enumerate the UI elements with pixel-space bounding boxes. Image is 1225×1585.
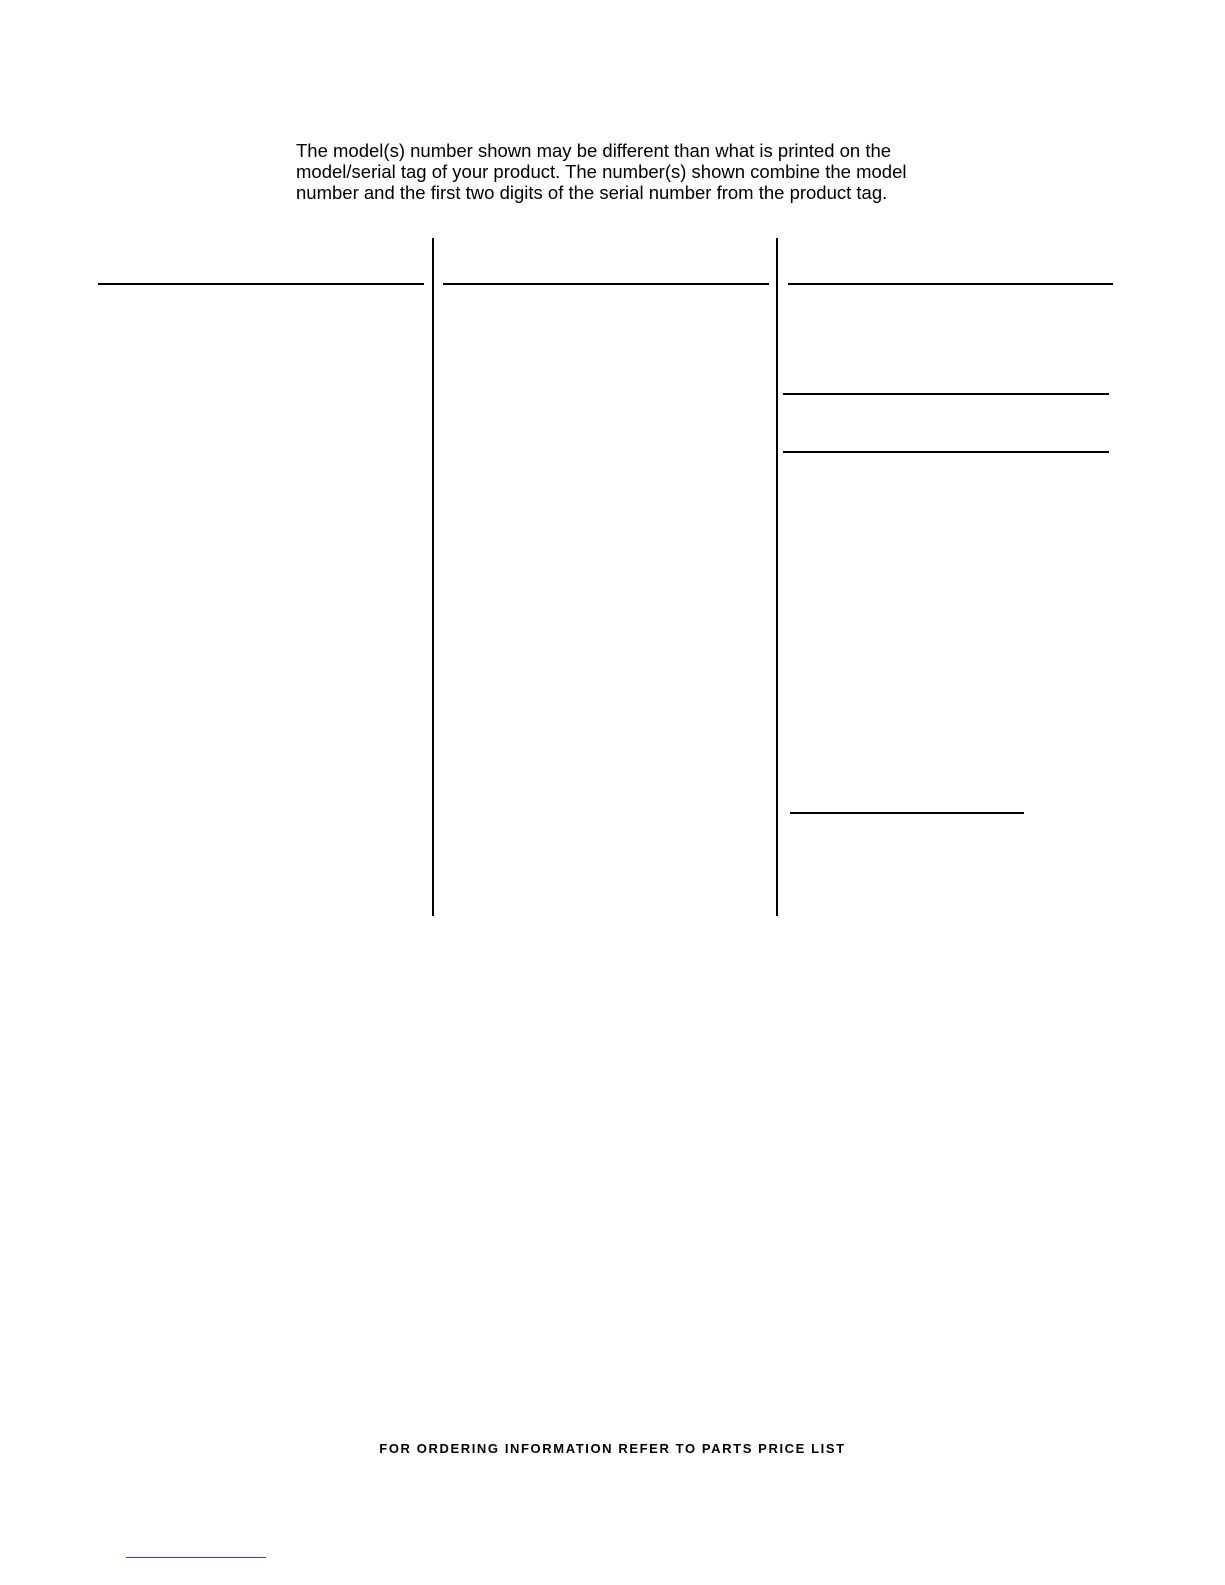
- notice-line-2: model/serial tag of your product. The number(s) shown combine the model: [296, 161, 907, 182]
- notice-line-3: number and the first two digits of the serial number from the product tag.: [296, 182, 888, 203]
- column-3-rule-3: [790, 812, 1024, 814]
- column-3-rule-2: [783, 451, 1109, 453]
- column-divider-left: [432, 238, 434, 916]
- bottom-link-underline[interactable]: [126, 1557, 266, 1558]
- column-3-rule-1: [783, 393, 1109, 395]
- column-3-header-rule: [788, 283, 1113, 285]
- column-2-header-rule: [443, 283, 769, 285]
- column-1-header-rule: [98, 283, 424, 285]
- model-number-notice: [296, 140, 936, 203]
- notice-line-1: The model(s) number shown may be different than what is printed on the: [296, 140, 892, 161]
- ordering-information-footer: FOR ORDERING INFORMATION REFER TO PARTS PRICE LIST: [379, 1441, 846, 1456]
- column-divider-right: [776, 238, 778, 916]
